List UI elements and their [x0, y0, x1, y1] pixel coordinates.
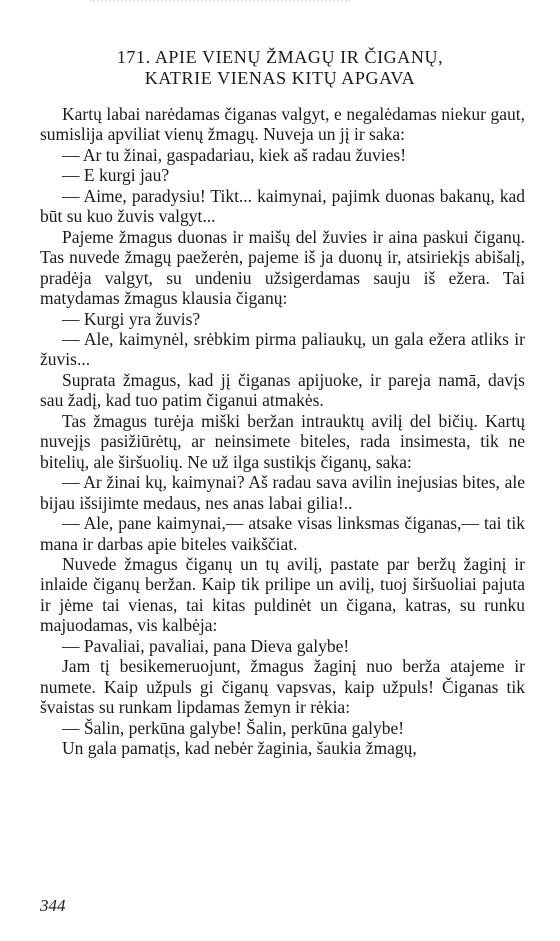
paragraph: Nuvede žmagus čiganų un tų avilį, pastate par beržų žaginį ir inlaide čiganų beržan. Kaip tik prilipe un avilį, tuoj širšuoliai pajuta ir jėme tai vienas, tai kitas puldinėt un čigana, katras, su runku majuodamas, vis kalbėja: — [40, 553, 525, 636]
paragraph: — Ale, kaimynėl, srėbkim pirma paliaukų, un gala ežera atliks ir žuvis... — [40, 328, 525, 370]
paragraph: — Ale, pane kaimynai,— atsake visas linksmas čiganas,— tai tik mana ir darbas apie biteles vaikščiat. — [40, 513, 525, 554]
page-number: 344 — [40, 896, 66, 915]
paragraph: Kartų labai narėdamas čiganas valgyt, e negalėdamas niekur gaut, sumislija apviliat vienų žmagų. Nuveja un jį ir saka: — [40, 104, 525, 145]
paragraph: — Kurgi yra žuvis? — [62, 308, 201, 329]
paragraph: Tas žmagus turėja miški beržan intrauktų avilį del bičių. Kartų nuvejįs pasižiūrėtų, ar neinsimete biteles, rada insimesta, tik ne bitelių, ale širšuolių. Ne už ilga sustikįs čiganų, saka: — [40, 410, 525, 472]
paragraph: — Aime, paradysiu! Tikt... kaimynai, pajimk duonas bakanų, kad būt su kuo žuvis valgyt... — [40, 185, 525, 227]
paragraph: Pajeme žmagus duonas ir maišų del žuvies ir aina paskui čiganų. Tas nuvede žmagų paežerėn, pajeme iš ja duonų ir, atsiriekįs abišalį, pradėja valgyt, su undeniu užsigerdamas sauju iš ežera. Tai matydamas žmagus klausia čiganų: — [40, 226, 525, 309]
paragraph: Suprata žmagus, kad jį čiganas apijuoke, ir pareja namā, davįs sau žadį, kad tuo patim čiganui atmakės. — [40, 369, 525, 411]
paragraph: Jam tį besikemeruojunt, žmagus žaginį nuo berža atajeme ir numete. Kaip užpuls gi čiganų vapsvas, kaip užpuls! Čiganas tik švaistas su runkam lipdamas žemyn ir rėkia: — [40, 656, 525, 718]
paragraph: — Ar tu žinai, gaspadariau, kiek aš radau žuvies! — [62, 144, 407, 165]
paragraph: — Ar žinai kų, kaimynai? Aš radau sava avilin inejusias bites, ale bijau išsijimte medaus, nes anas labai gilia!.. — [40, 472, 525, 513]
show-through-mark — [90, 0, 350, 8]
paragraph: — Šalin, perkūna galybe! Šalin, perkūna galybe! — [62, 717, 405, 738]
story-title-line-1: 171. APIE VIENŲ ŽMAGŲ IR ČIGANŲ, — [116, 47, 444, 67]
story-title-line-2: KATRIE VIENAS KITŲ APGAVA — [144, 68, 416, 88]
paragraph: Un gala pamatįs, kad nebėr žaginia, šaukia žmagų, — [62, 738, 417, 759]
paragraph: — Pavaliai, pavaliai, pana Dieva galybe! — [62, 635, 350, 656]
paragraph: — E kurgi jau? — [62, 165, 170, 186]
story-body — [40, 104, 525, 759]
